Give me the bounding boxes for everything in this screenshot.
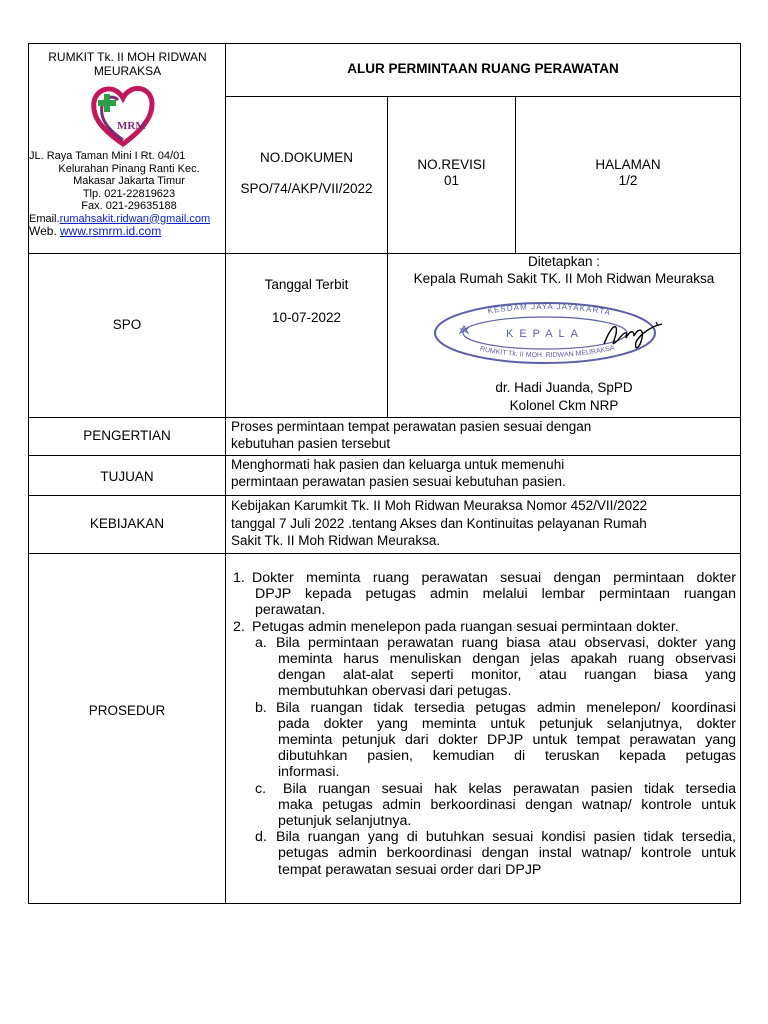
no-dokumen-value: SPO/74/AKP/VII/2022 xyxy=(240,181,373,196)
prosedur-line xyxy=(233,635,736,651)
kebijakan-label: KEBIJAKAN xyxy=(89,516,165,531)
logo-text: MRM xyxy=(117,120,146,132)
list-item-text: Petugas admin menelepon pada ruangan sesuai permintaan dokter. xyxy=(252,618,679,635)
list-item-text: perawatan. xyxy=(255,602,326,619)
signer-name: dr. Hadi Juanda, SpPD xyxy=(495,380,633,395)
web-label: Web. xyxy=(29,224,57,238)
stamp-top-text: KESDAM JAYA JAYAKARTA xyxy=(486,301,612,318)
kebijakan-text xyxy=(231,497,736,550)
list-item-text: maka petugas admin berkoordinasi dengan watnap/ kontrole untuk xyxy=(278,796,736,813)
pengertian-text xyxy=(231,418,669,452)
prosedur-list xyxy=(233,570,736,878)
text-line: tanggal 7 Juli 2022 .tentang Akses dan Kontinuitas pelayanan Rumah xyxy=(231,515,647,531)
prosedur-line xyxy=(233,570,736,586)
prosedur-line xyxy=(233,586,736,602)
svg-text:KESDAM JAYA JAYAKARTA xyxy=(487,302,612,317)
stamp-star-icon xyxy=(460,326,468,333)
list-item-text: dibutuhkan pasien, kemudian di teruskan kepada petugas xyxy=(278,748,736,765)
list-item-text: petugas admin berkoordinasi dengan instal watnap/ kontrole untuk xyxy=(278,845,736,862)
row-divider xyxy=(225,96,741,97)
jabatan-kepala: Kepala Rumah Sakit TK. II Moh Ridwan Meuraksa xyxy=(413,271,715,286)
list-item-text: tempat perawatan sesuai order dari DPJP xyxy=(278,861,542,878)
list-item-text: Bila ruangan tidak tersedia petugas admin menelepon/ koordinasi xyxy=(276,699,736,716)
website-link[interactable]: www.rsmrm.id.com xyxy=(59,224,162,238)
text-line: Menghormati hak pasien dan keluarga untuk memenuhi xyxy=(231,457,565,472)
hospital-address xyxy=(29,150,229,239)
list-marker: 1. xyxy=(233,570,245,586)
list-marker: d. xyxy=(255,829,267,846)
halaman-label: HALAMAN xyxy=(595,157,661,172)
list-item-text: Bila ruangan yang di butuhkan sesuai kondisi pasien tidak tersedia, xyxy=(276,829,736,846)
prosedur-line xyxy=(233,797,736,813)
prosedur-line xyxy=(233,829,736,845)
stamp-mid-text: KEPALA xyxy=(506,328,584,340)
table-border-bottom xyxy=(28,903,741,904)
prosedur-line xyxy=(233,764,736,780)
tujuan-text xyxy=(231,456,659,490)
text-line: Proses permintaan tempat perawatan pasien sesuai dengan xyxy=(231,419,592,434)
row-divider xyxy=(28,553,741,554)
stamp-bottom-text: RUMKIT Tk. II MOH. RIDWAN MEURAKSA xyxy=(479,344,616,360)
address-line: Kelurahan Pinang Ranti Kec. xyxy=(58,162,200,175)
no-revisi-label: NO.REVISI xyxy=(417,157,486,172)
list-item-text: meminta petunjuk dari dokter DPJP untuk tempat perawatan yang xyxy=(278,732,736,749)
table-border-top xyxy=(28,43,741,44)
tanggal-terbit-label: Tanggal Terbit xyxy=(264,277,349,292)
spo-label: SPO xyxy=(112,317,142,332)
prosedur-line xyxy=(233,845,736,861)
email-label: Email. xyxy=(29,212,60,225)
list-item-text: membutuhkan obervasi dari petugas. xyxy=(278,683,512,700)
list-item-text: DPJP kepada petugas admin melalui lembar permintaan ruangan xyxy=(255,586,736,603)
prosedur-line xyxy=(233,667,736,683)
row-divider xyxy=(28,495,741,496)
list-marker: c. xyxy=(255,780,267,797)
prosedur-line xyxy=(233,619,736,635)
prosedur-line xyxy=(233,813,736,829)
signature xyxy=(600,318,670,354)
address-line: JL. Raya Taman Mini I Rt. 04/01 xyxy=(29,150,186,162)
document-title: ALUR PERMINTAAN RUANG PERAWATAN xyxy=(347,61,619,76)
list-item-text: Bila ruangan sesuai hak kelas perawatan pasien tidak tersedia xyxy=(283,780,736,797)
email-link[interactable]: rumahsakit.ridwan@gmail.com xyxy=(59,212,211,225)
tanggal-terbit-value: 10-07-2022 xyxy=(271,310,342,325)
fax-number: Fax. 021-29635188 xyxy=(81,200,177,212)
no-revisi-value: 01 xyxy=(443,173,460,188)
no-dokumen-label: NO.DOKUMEN xyxy=(259,150,353,165)
hospital-logo xyxy=(88,82,158,148)
prosedur-line xyxy=(233,683,736,699)
list-item-text: meminta harus menuliskan dengan jelas apakah ruang observasi xyxy=(278,651,736,668)
text-line: Sakit Tk. II Moh Ridwan Meuraksa. xyxy=(231,533,441,548)
phone-number: Tlp. 021-22819623 xyxy=(82,187,176,200)
tujuan-label: TUJUAN xyxy=(100,469,154,484)
prosedur-label: PROSEDUR xyxy=(88,703,166,718)
prosedur-line xyxy=(233,781,736,797)
list-marker: b. xyxy=(255,699,267,716)
list-item-text: petunjuk selanjutnya. xyxy=(278,813,412,830)
pengertian-label: PENGERTIAN xyxy=(83,428,171,443)
table-border-right xyxy=(740,43,741,904)
prosedur-line xyxy=(233,602,736,618)
signer-rank: Kolonel Ckm NRP xyxy=(509,398,619,413)
list-marker: a. xyxy=(255,634,267,651)
halaman-value: 1/2 xyxy=(618,173,638,188)
ditetapkan-label: Ditetapkan : xyxy=(527,254,601,269)
text-line: permintaan perawatan pasien sesuai kebutuhan pasien. xyxy=(231,474,566,489)
text-line: Kebijakan Karumkit Tk. II Moh Ridwan Meuraksa Nomor 452/VII/2022 xyxy=(231,498,648,513)
prosedur-line xyxy=(233,732,736,748)
text-line: kebutuhan pasien tersebut xyxy=(231,436,391,451)
prosedur-line xyxy=(233,748,736,764)
prosedur-line xyxy=(233,862,736,878)
list-item-text: informasi. xyxy=(278,764,340,781)
hospital-name: RUMKIT Tk. II MOH RIDWAN MEURAKSA xyxy=(48,50,207,78)
list-item-text: Dokter meminta ruang perawatan sesuai dengan permintaan dokter xyxy=(252,570,736,586)
prosedur-line xyxy=(233,651,736,667)
list-item-text: pada dokter yang meminta untuk petunjuk selanjutnya, dokter xyxy=(278,715,736,732)
address-line: Makasar Jakarta Timur xyxy=(73,175,185,187)
prosedur-line xyxy=(233,700,736,716)
list-item-text: dengan alat-alat seperti monitor, atau ruangan biasa yang xyxy=(278,667,736,684)
list-marker: 2. xyxy=(233,618,245,635)
prosedur-line xyxy=(233,716,736,732)
list-item-text: Bila permintaan perawatan ruang biasa atau observasi, dokter yang xyxy=(276,634,736,651)
